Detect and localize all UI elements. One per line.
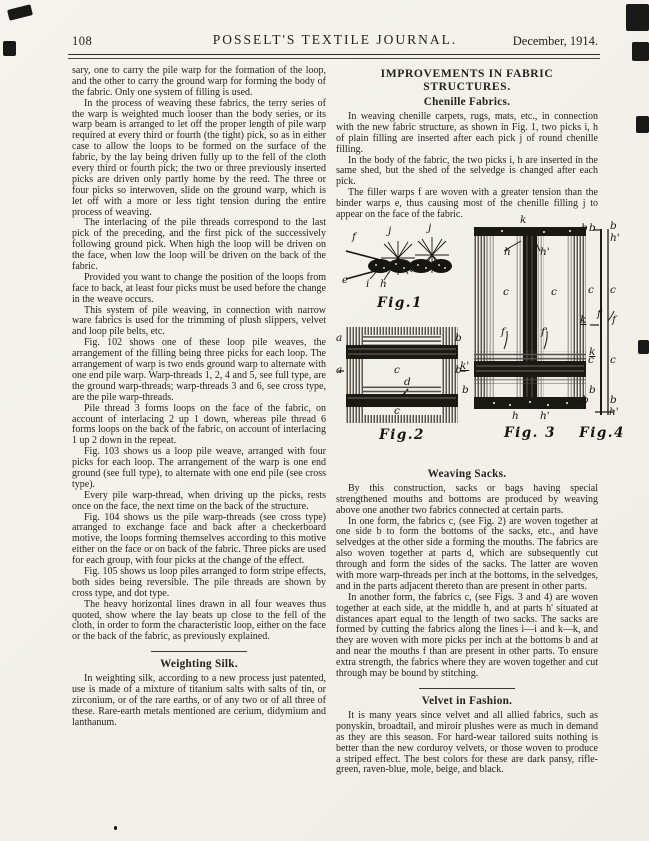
figure-label: f — [612, 313, 616, 326]
paragraph: It is many years since velvet and all allied fabrics, such as ponyskin, broadtail, and miroir plushes were as much in demand as they are this season. For hard-wear tailored suits nothing is better than the new corduroy velvets, or those woven to produce a striped effect. The best colors for these are dark pansy, rifle-green, raven-blue, mole, beige, and black. — [336, 709, 598, 776]
paragraph: Fig. 103 shows us a loop pile weave, arranged with four picks for each loop. The arrangement of the warp is one end ground (see full type), to alternate with one end pile (see cross type). — [72, 446, 326, 490]
figure-label: a — [336, 331, 343, 344]
paragraph: Every pile warp-thread, when driving up the picks, rests once on the face, the next time on the back of the structure. — [72, 489, 326, 512]
figure-label: b — [610, 393, 617, 406]
scan-artifact — [636, 116, 649, 133]
figure-label: b — [589, 383, 596, 396]
figure-label: h — [512, 409, 519, 422]
paragraph: Fig. 104 shows us the pile warp-threads (see cross type) arranged to exchange face and back after a checkerboard motive, the loops forming themselves according to this motive either on the face or on back of the fabric. Three picks are used for each group, with four picks at the change of the effect. — [72, 511, 326, 567]
scan-artifact — [3, 41, 16, 56]
figure-caption: Fig.2 — [379, 426, 425, 443]
masthead — [72, 32, 598, 50]
figure-label: h — [380, 277, 387, 290]
figure-label: f — [597, 307, 601, 320]
figure-3-sack-weave — [460, 213, 596, 443]
figure-label: j — [428, 221, 432, 234]
paragraph: In the process of weaving these fabrics, the terry series of the warp is weighted much looser than the body series, or its warp beam is arranged to let off the proper length of pile warp required at every third or fourth (the tight) pick, so as in either case to allow the loops to be formed on the surface of the fabric, by the lay being driven fully up to the fell of the cloth every third or fourth pick; the two or three previously inserted picks are driven only partly home by the reed. The three or four picks so interwoven, slide on the ground warp, which is let off with a more or less tight tension during the entire process of weaving. — [72, 97, 326, 218]
figure-caption: Fig.4 — [579, 424, 625, 441]
section-heading-weaving-sacks: Weaving Sacks. — [427, 467, 507, 480]
figure-label: c — [551, 285, 557, 298]
paragraph: In weighting silk, according to a new process just patented, use is made of a mixture of titanium salts with salts of tin, or zirconium, or of the rare earths, or of any two or of all three of these. Rare-earth metals mentioned are cerium, didymium and lanthanum. — [72, 673, 326, 728]
scan-artifact — [632, 42, 649, 61]
figure-label: h' — [609, 405, 619, 418]
figure-label: k — [580, 313, 587, 326]
paragraph: The heavy horizontal lines drawn in all four weaves thus quoted, show where the lay beats up close to the fell of the cloth, in order to form the characteristic loop, either on the face or the back of the fabric, as previously explained. — [72, 598, 326, 643]
paragraph: Pile thread 3 forms loops on the face of the fabric, on account of interlacing 2 up 1 down, whereas pile thread 6 forms loops on the back of the fabric, on account of interlacing 1 up 2 down in the repeat. — [72, 402, 326, 447]
figure-label: b — [455, 331, 462, 344]
figure-label: c — [394, 404, 400, 417]
left-column — [72, 66, 326, 776]
figure-label: b — [582, 393, 589, 406]
figure-area — [336, 213, 625, 463]
paragraph: Provided you want to change the position of the loops from face to back, at least four picks must be used before the change in the weave occurs. — [72, 271, 326, 305]
figure-label: b — [610, 219, 617, 232]
header-rule — [68, 54, 600, 59]
figure-label: h' — [540, 245, 550, 258]
paragraph: Fig. 102 shows one of these loop pile weaves, the arrangement of the filling being three picks for each loop. The arrangement of warp is two ends ground warp to alternate with one end pile warp. Warp-threads 1, 2, 4 and 5, see full type, are the ground warp-threads; warp-threads 3 and 6, see cross type, are the pile warp-threads. — [72, 337, 326, 403]
paragraph: This system of pile weaving, in connection with narrow ware fabrics is used for the trimming of plush slippers, velvet and loop pile belts, etc. — [72, 304, 326, 338]
paragraph: sary, one to carry the pile warp for the formation of the loop, and the other to carry the ground warp for forming the body of the fabric. Only one system of filling is used. — [72, 65, 326, 98]
paragraph: In one form, the fabrics c, (see Fig. 2) are woven together at one side b to form the bottoms of the sacks, etc., and have selvedges at the other side a forming the mouths. The fabrics are also woven together at parts d, which are subsequently cut through and form the sides of the sacks. The latter are woven with more warp-threads per inch at the bottoms, in the selvedges, and in the parts adjacent thereto than are present in other parts. — [336, 515, 598, 592]
figure-label: c — [503, 285, 509, 298]
figure-1-chenille-yarn — [342, 221, 456, 321]
figure-label: c — [394, 363, 400, 376]
figure-label: b — [462, 383, 469, 396]
figure-label: j — [388, 224, 392, 237]
section-heading-velvet-in-fashion: Velvet in Fashion. — [421, 694, 513, 707]
article-heading: IMPROVEMENTS IN FABRIC STRUCTURES. — [380, 67, 554, 93]
figure-label: b — [581, 221, 588, 234]
weave-pattern-drawing — [474, 227, 586, 419]
figure-label: e — [342, 273, 349, 286]
figure-label: k — [520, 213, 527, 226]
figure-label: a — [336, 363, 343, 376]
journal-title: POSSELT'S TEXTILE JOURNAL. — [212, 32, 458, 47]
paragraph: Fig. 105 shows us loop piles arranged to form stripe effects, both sides being reversible. The pile threads are shown by cross type, and dot type. — [72, 565, 326, 599]
paragraph: The filler warps f are woven with a greater tension than the binder warps e, thus causing most of the chenille filling j to appear on the face of the fabric. — [336, 187, 598, 221]
figure-label: h' — [540, 409, 550, 422]
figure-label: f — [501, 325, 505, 338]
figure-label: b — [589, 221, 596, 234]
figure-caption: Fig.1 — [377, 294, 423, 311]
scan-artifact — [626, 4, 649, 31]
figure-label: c — [610, 283, 616, 296]
figure-label: f' — [541, 325, 548, 338]
figure-label: c — [610, 353, 616, 366]
figure-label: d — [404, 375, 411, 388]
two-column-body — [72, 65, 625, 776]
figure-label: i — [366, 277, 370, 290]
figure-4-cut-strip — [579, 219, 625, 443]
paragraph: By this construction, sacks or bags having special strengthened mouths and bottoms are produced by weaving above one another two fabrics connected at certain parts. — [336, 482, 598, 516]
figure-label: f — [352, 230, 356, 243]
section-divider — [151, 651, 247, 652]
paragraph: The interlacing of the pile threads correspond to the last pick of the preceding, and the first pick of the successively following ground pick. When high the loop will be driven on the face, when low the loop will be driven on the back of the fabric. — [72, 217, 326, 273]
scan-artifact — [114, 826, 117, 830]
page-number: 108 — [72, 34, 93, 48]
section-divider — [419, 688, 515, 689]
chenille-yarn-drawing — [344, 235, 456, 287]
figure-label: c — [588, 283, 594, 296]
figure-label: c — [588, 353, 594, 366]
figure-2-sack-weave — [336, 327, 462, 445]
section-heading-chenille-fabrics: Chenille Fabrics. — [423, 96, 511, 108]
figure-label: k' — [460, 359, 470, 372]
figure-caption: Fig. 3 — [504, 424, 556, 441]
section-heading-weighting-silk: Weighting Silk. — [160, 658, 238, 671]
weave-pattern-drawing — [346, 327, 458, 423]
right-column — [336, 66, 625, 776]
scan-artifact — [638, 340, 649, 354]
figure-label: b — [455, 363, 462, 376]
paragraph: In another form, the fabrics c, (see Figs. 3 and 4) are woven together at each side, at the middle h, and at parts h' situated at distances apart equal to the length of two sacks. The sacks are formed by cutting the fabrics along the lines i—i and k—k, and they are woven with more picks per inch at the bottoms b and at and near the mouths f than are present in other parts. To ensure extra strength, the fabrics where they are woven together and cut through may be bound by stitching. — [336, 591, 598, 680]
figure-label: k — [589, 345, 596, 358]
paragraph: In weaving chenille carpets, rugs, mats, etc., in connection with the new fabric structure, as shown in Fig. 1, two picks i, h of plain filling are inserted after each pick j of round chenille filling. — [336, 111, 598, 155]
issue-date: December, 1914. — [512, 34, 598, 48]
figure-label: h — [504, 245, 511, 258]
paragraph: In the body of the fabric, the two picks i, h are inserted in the same shed, but the shed of the selvedge is changed after each pick. — [336, 154, 598, 188]
scan-artifact — [7, 4, 33, 20]
figure-label: h' — [610, 231, 620, 244]
